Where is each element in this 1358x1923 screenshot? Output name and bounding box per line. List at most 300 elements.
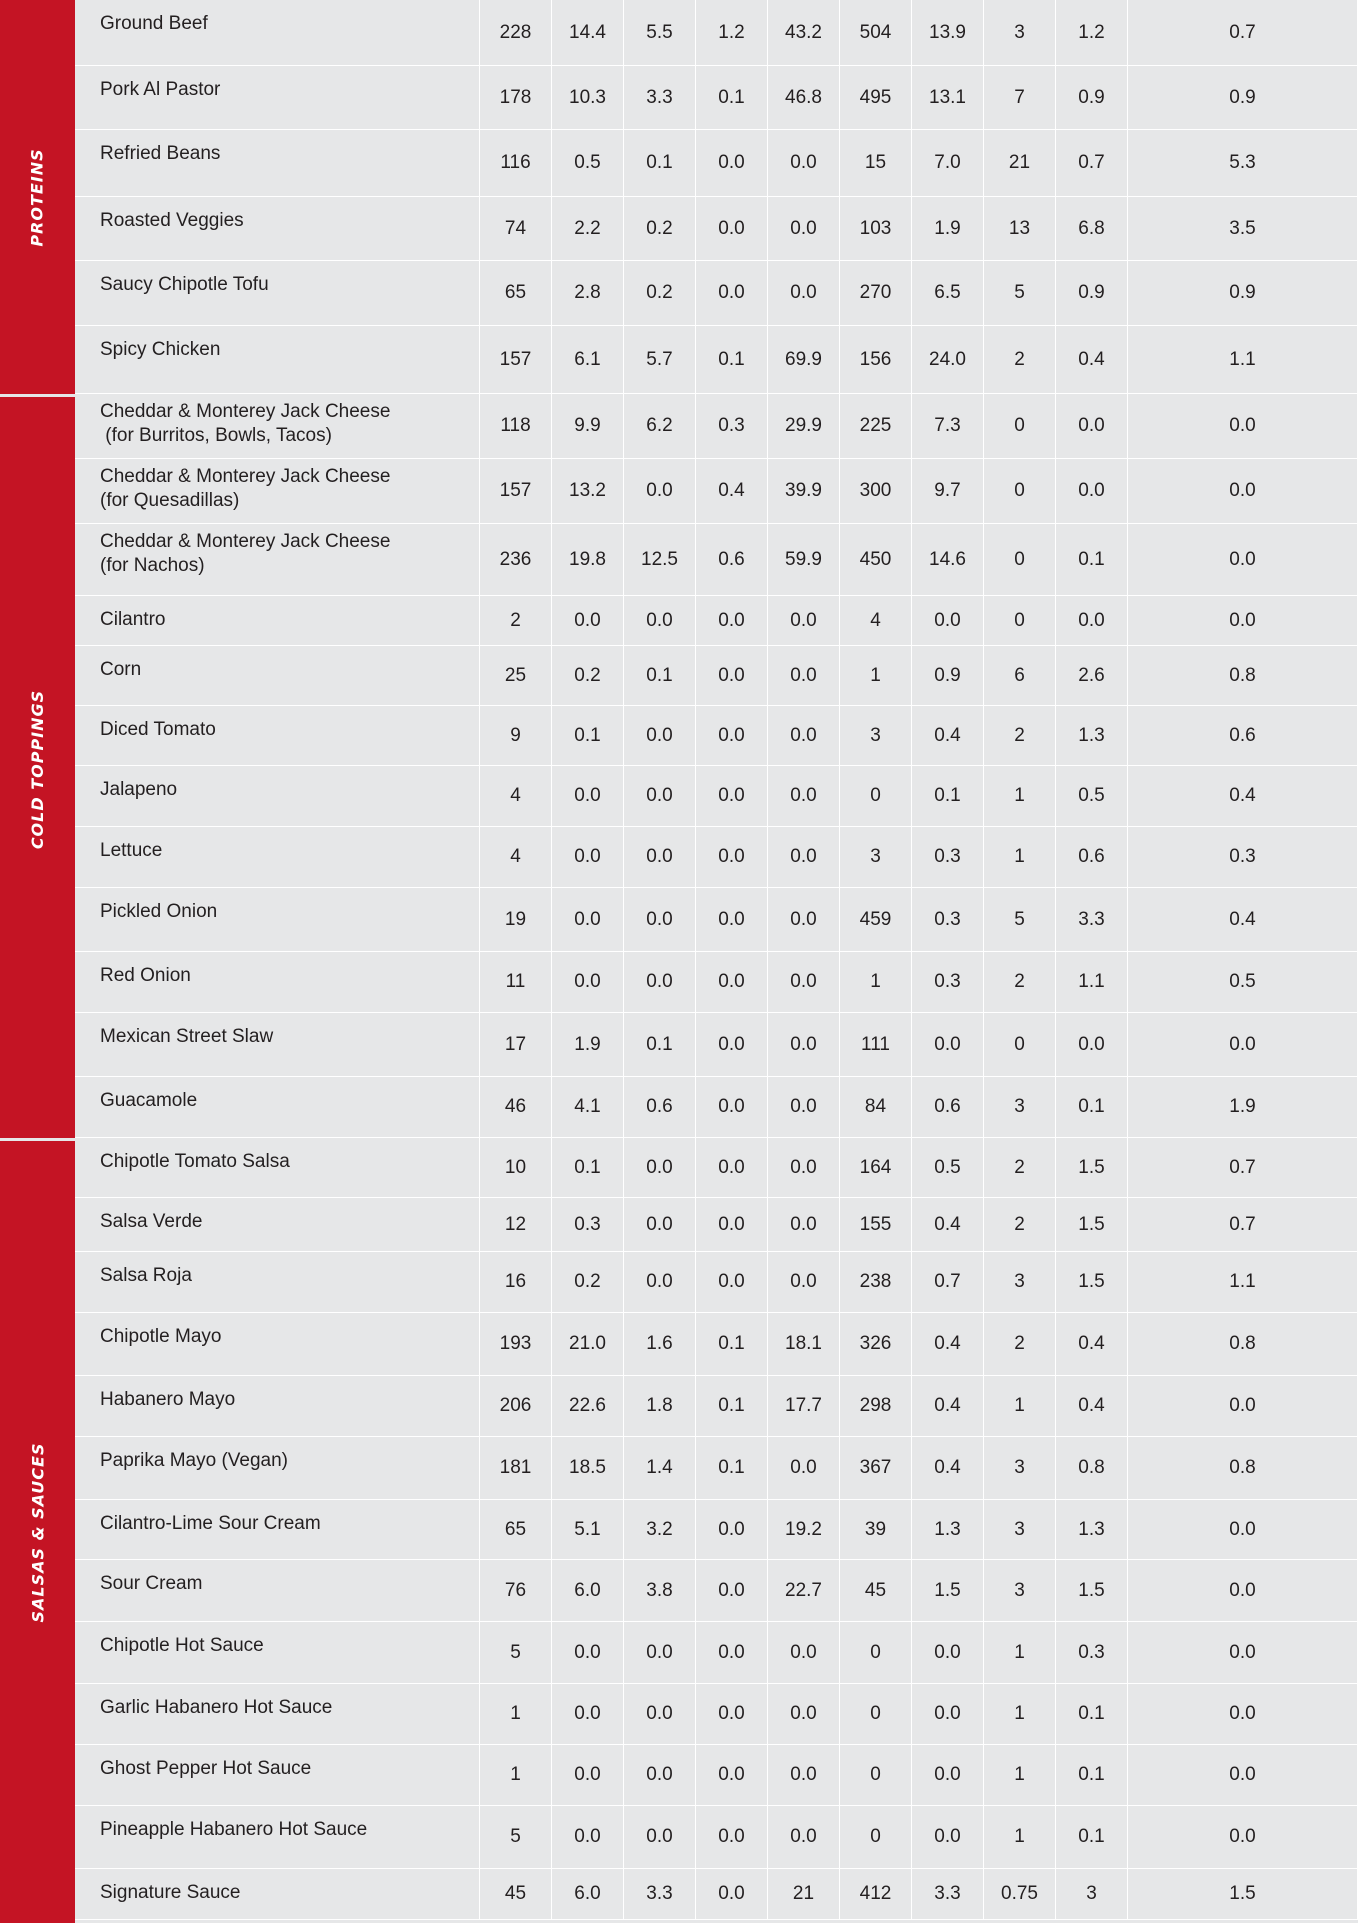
value-cell: 45 bbox=[480, 1869, 552, 1919]
item-name: Chipotle Hot Sauce bbox=[100, 1635, 264, 1656]
value-cell: 0.1 bbox=[552, 1138, 624, 1197]
value-cell: 1 bbox=[984, 1806, 1056, 1868]
table-row bbox=[75, 1013, 1358, 1077]
value-cell: 18.1 bbox=[768, 1313, 840, 1375]
value-cell: 0.3 bbox=[1128, 827, 1358, 887]
item-name: Paprika Mayo (Vegan) bbox=[100, 1450, 288, 1471]
item-name: Cilantro bbox=[100, 609, 166, 630]
value-cell: 0.3 bbox=[1056, 1622, 1128, 1683]
value-cell: 0.2 bbox=[552, 1252, 624, 1312]
value-cell: 0.4 bbox=[912, 1313, 984, 1375]
value-cell: 84 bbox=[840, 1077, 912, 1137]
item-name: Cheddar & Monterey Jack Cheese (for Quesadillas) bbox=[100, 466, 391, 511]
value-cell: 0.5 bbox=[1056, 766, 1128, 826]
value-cell: 3.8 bbox=[624, 1560, 696, 1621]
value-cell: 2 bbox=[984, 952, 1056, 1012]
value-cell: 0.4 bbox=[696, 459, 768, 523]
value-cell: 0.0 bbox=[696, 646, 768, 705]
table-row bbox=[75, 1313, 1358, 1376]
item-name-cell bbox=[75, 1622, 480, 1683]
value-cell: 76 bbox=[480, 1560, 552, 1621]
item-name-cell bbox=[75, 1077, 480, 1137]
value-cell: 3 bbox=[984, 1500, 1056, 1559]
value-cell: 0.1 bbox=[696, 1313, 768, 1375]
value-cell: 0.0 bbox=[768, 1806, 840, 1868]
value-cell: 0.4 bbox=[912, 1198, 984, 1251]
value-cell: 1.6 bbox=[624, 1313, 696, 1375]
value-cell: 39.9 bbox=[768, 459, 840, 523]
value-cell: 59.9 bbox=[768, 524, 840, 595]
value-cell: 0.0 bbox=[552, 1745, 624, 1805]
value-cell: 0.6 bbox=[1056, 827, 1128, 887]
category-band-salsas-sauces bbox=[0, 1138, 75, 1923]
value-cell: 17 bbox=[480, 1013, 552, 1076]
value-cell: 0.0 bbox=[624, 1684, 696, 1744]
value-cell: 111 bbox=[840, 1013, 912, 1076]
category-band-proteins bbox=[0, 0, 75, 394]
value-cell: 14.6 bbox=[912, 524, 984, 595]
value-cell: 0.0 bbox=[768, 1138, 840, 1197]
value-cell: 0.0 bbox=[1128, 1684, 1358, 1744]
value-cell: 3 bbox=[840, 827, 912, 887]
value-cell: 0.1 bbox=[912, 766, 984, 826]
value-cell: 43.2 bbox=[768, 0, 840, 65]
value-cell: 0.75 bbox=[984, 1869, 1056, 1919]
value-cell: 0.1 bbox=[696, 1376, 768, 1436]
value-cell: 0.6 bbox=[624, 1077, 696, 1137]
value-cell: 11 bbox=[480, 952, 552, 1012]
item-name: Signature Sauce bbox=[100, 1882, 241, 1903]
value-cell: 0.0 bbox=[768, 261, 840, 325]
item-name: Chipotle Mayo bbox=[100, 1326, 222, 1347]
item-name-cell bbox=[75, 888, 480, 951]
value-cell: 0.1 bbox=[696, 1437, 768, 1499]
item-name: Pickled Onion bbox=[100, 901, 218, 922]
item-name-cell bbox=[75, 1806, 480, 1868]
item-name-cell bbox=[75, 1684, 480, 1744]
item-name-cell bbox=[75, 1745, 480, 1805]
value-cell: 0.8 bbox=[1128, 1313, 1358, 1375]
value-cell: 0.9 bbox=[1128, 261, 1358, 325]
value-cell: 0.0 bbox=[624, 706, 696, 765]
value-cell: 0.0 bbox=[768, 596, 840, 645]
value-cell: 164 bbox=[840, 1138, 912, 1197]
table-row bbox=[75, 952, 1358, 1013]
value-cell: 0.1 bbox=[624, 130, 696, 196]
value-cell: 0.0 bbox=[624, 596, 696, 645]
value-cell: 21.0 bbox=[552, 1313, 624, 1375]
value-cell: 0.0 bbox=[1128, 1745, 1358, 1805]
value-cell: 1.1 bbox=[1056, 952, 1128, 1012]
value-cell: 0.5 bbox=[912, 1138, 984, 1197]
value-cell: 0 bbox=[984, 394, 1056, 458]
value-cell: 18.5 bbox=[552, 1437, 624, 1499]
value-cell: 0.0 bbox=[1128, 596, 1358, 645]
value-cell: 155 bbox=[840, 1198, 912, 1251]
value-cell: 19 bbox=[480, 888, 552, 951]
value-cell: 0.0 bbox=[1128, 394, 1358, 458]
item-name: Refried Beans bbox=[100, 143, 221, 164]
value-cell: 1.3 bbox=[1056, 706, 1128, 765]
value-cell: 0.1 bbox=[696, 326, 768, 393]
item-name-cell bbox=[75, 66, 480, 129]
value-cell: 0.0 bbox=[696, 766, 768, 826]
value-cell: 0.1 bbox=[1056, 1745, 1128, 1805]
value-cell: 0.0 bbox=[696, 130, 768, 196]
value-cell: 0.0 bbox=[624, 827, 696, 887]
value-cell: 0.0 bbox=[624, 459, 696, 523]
value-cell: 0.3 bbox=[912, 827, 984, 887]
value-cell: 74 bbox=[480, 197, 552, 260]
value-cell: 0.4 bbox=[1056, 1376, 1128, 1436]
value-cell: 1.9 bbox=[552, 1013, 624, 1076]
value-cell: 0.1 bbox=[624, 1013, 696, 1076]
value-cell: 0.0 bbox=[696, 596, 768, 645]
table-row bbox=[75, 1684, 1358, 1745]
table-row bbox=[75, 1806, 1358, 1869]
value-cell: 0.0 bbox=[696, 1252, 768, 1312]
value-cell: 0.2 bbox=[624, 197, 696, 260]
value-cell: 2 bbox=[984, 706, 1056, 765]
item-name: Salsa Verde bbox=[100, 1211, 203, 1232]
value-cell: 157 bbox=[480, 326, 552, 393]
value-cell: 0.0 bbox=[1056, 596, 1128, 645]
value-cell: 1 bbox=[840, 952, 912, 1012]
value-cell: 5 bbox=[984, 261, 1056, 325]
value-cell: 5 bbox=[480, 1806, 552, 1868]
value-cell: 5 bbox=[480, 1622, 552, 1683]
value-cell: 2 bbox=[984, 326, 1056, 393]
value-cell: 6.0 bbox=[552, 1869, 624, 1919]
value-cell: 0.7 bbox=[912, 1252, 984, 1312]
item-name-cell bbox=[75, 1560, 480, 1621]
value-cell: 6.8 bbox=[1056, 197, 1128, 260]
value-cell: 0.1 bbox=[552, 706, 624, 765]
value-cell: 15 bbox=[840, 130, 912, 196]
item-name: Cheddar & Monterey Jack Cheese (for Burritos, Bowls, Tacos) bbox=[100, 401, 391, 446]
value-cell: 1 bbox=[984, 766, 1056, 826]
value-cell: 0.0 bbox=[696, 827, 768, 887]
value-cell: 0.7 bbox=[1128, 1198, 1358, 1251]
value-cell: 0.1 bbox=[624, 646, 696, 705]
value-cell: 3 bbox=[984, 1437, 1056, 1499]
item-name-cell bbox=[75, 1869, 480, 1919]
value-cell: 0 bbox=[840, 1684, 912, 1744]
value-cell: 0 bbox=[840, 1806, 912, 1868]
value-cell: 206 bbox=[480, 1376, 552, 1436]
item-name: Corn bbox=[100, 659, 142, 680]
value-cell: 9.9 bbox=[552, 394, 624, 458]
value-cell: 0.0 bbox=[1128, 1560, 1358, 1621]
item-name: Pineapple Habanero Hot Sauce bbox=[100, 1819, 368, 1840]
value-cell: 3.3 bbox=[1056, 888, 1128, 951]
item-name-cell bbox=[75, 952, 480, 1012]
table-row bbox=[75, 459, 1358, 524]
table-row bbox=[75, 766, 1358, 827]
item-name: Lettuce bbox=[100, 840, 163, 861]
value-cell: 0.0 bbox=[624, 1198, 696, 1251]
value-cell: 0.0 bbox=[768, 1252, 840, 1312]
value-cell: 0.0 bbox=[912, 596, 984, 645]
value-cell: 4.1 bbox=[552, 1077, 624, 1137]
value-cell: 10 bbox=[480, 1138, 552, 1197]
value-cell: 1 bbox=[984, 1376, 1056, 1436]
value-cell: 3 bbox=[1056, 1869, 1128, 1919]
value-cell: 21 bbox=[768, 1869, 840, 1919]
value-cell: 0.0 bbox=[1128, 1376, 1358, 1436]
value-cell: 3 bbox=[984, 1077, 1056, 1137]
item-name: Cilantro-Lime Sour Cream bbox=[100, 1513, 321, 1534]
value-cell: 2 bbox=[984, 1198, 1056, 1251]
value-cell: 39 bbox=[840, 1500, 912, 1559]
item-name-cell bbox=[75, 1313, 480, 1375]
value-cell: 2.2 bbox=[552, 197, 624, 260]
value-cell: 22.7 bbox=[768, 1560, 840, 1621]
value-cell: 270 bbox=[840, 261, 912, 325]
value-cell: 0.0 bbox=[768, 646, 840, 705]
table-row bbox=[75, 1745, 1358, 1806]
value-cell: 0.0 bbox=[552, 827, 624, 887]
value-cell: 0.0 bbox=[1056, 394, 1128, 458]
value-cell: 0.0 bbox=[912, 1684, 984, 1744]
value-cell: 0.0 bbox=[696, 1806, 768, 1868]
item-name: Garlic Habanero Hot Sauce bbox=[100, 1697, 333, 1718]
item-name-cell bbox=[75, 0, 480, 65]
value-cell: 0.0 bbox=[624, 766, 696, 826]
value-cell: 13.9 bbox=[912, 0, 984, 65]
table-row bbox=[75, 66, 1358, 130]
value-cell: 0.8 bbox=[1128, 646, 1358, 705]
value-cell: 0.3 bbox=[696, 394, 768, 458]
value-cell: 0.9 bbox=[1056, 261, 1128, 325]
value-cell: 5.5 bbox=[624, 0, 696, 65]
item-name-cell bbox=[75, 1013, 480, 1076]
value-cell: 3 bbox=[984, 1560, 1056, 1621]
table-row bbox=[75, 1138, 1358, 1198]
value-cell: 1 bbox=[984, 1622, 1056, 1683]
value-cell: 0.1 bbox=[1056, 1684, 1128, 1744]
value-cell: 1 bbox=[480, 1684, 552, 1744]
value-cell: 0.0 bbox=[552, 1806, 624, 1868]
value-cell: 181 bbox=[480, 1437, 552, 1499]
table-row bbox=[75, 1622, 1358, 1684]
value-cell: 21 bbox=[984, 130, 1056, 196]
value-cell: 69.9 bbox=[768, 326, 840, 393]
value-cell: 0.5 bbox=[552, 130, 624, 196]
value-cell: 0.0 bbox=[768, 197, 840, 260]
item-name-cell bbox=[75, 326, 480, 393]
table-row bbox=[75, 1198, 1358, 1252]
value-cell: 0.0 bbox=[1128, 459, 1358, 523]
value-cell: 1.1 bbox=[1128, 326, 1358, 393]
table-row bbox=[75, 130, 1358, 197]
value-cell: 238 bbox=[840, 1252, 912, 1312]
value-cell: 1 bbox=[984, 1745, 1056, 1805]
value-cell: 46 bbox=[480, 1077, 552, 1137]
value-cell: 0.0 bbox=[696, 1684, 768, 1744]
value-cell: 2 bbox=[984, 1313, 1056, 1375]
value-cell: 300 bbox=[840, 459, 912, 523]
table-row bbox=[75, 706, 1358, 766]
value-cell: 1.5 bbox=[912, 1560, 984, 1621]
value-cell: 2 bbox=[480, 596, 552, 645]
value-cell: 5.3 bbox=[1128, 130, 1358, 196]
value-cell: 0.5 bbox=[1128, 952, 1358, 1012]
value-cell: 495 bbox=[840, 66, 912, 129]
table-row bbox=[75, 1077, 1358, 1138]
value-cell: 118 bbox=[480, 394, 552, 458]
value-cell: 1.4 bbox=[624, 1437, 696, 1499]
table-row bbox=[75, 394, 1358, 459]
value-cell: 0.0 bbox=[1056, 1013, 1128, 1076]
value-cell: 5 bbox=[984, 888, 1056, 951]
value-cell: 0 bbox=[840, 1745, 912, 1805]
value-cell: 0.3 bbox=[912, 888, 984, 951]
item-name-cell bbox=[75, 459, 480, 523]
table-row bbox=[75, 1252, 1358, 1313]
value-cell: 156 bbox=[840, 326, 912, 393]
value-cell: 1 bbox=[480, 1745, 552, 1805]
value-cell: 1.3 bbox=[1056, 1500, 1128, 1559]
value-cell: 1.1 bbox=[1128, 1252, 1358, 1312]
value-cell: 0.9 bbox=[912, 646, 984, 705]
value-cell: 2 bbox=[984, 1138, 1056, 1197]
value-cell: 0.0 bbox=[552, 1684, 624, 1744]
value-cell: 0.0 bbox=[1128, 524, 1358, 595]
value-cell: 65 bbox=[480, 261, 552, 325]
value-cell: 4 bbox=[480, 827, 552, 887]
item-name: Jalapeno bbox=[100, 779, 178, 800]
value-cell: 22.6 bbox=[552, 1376, 624, 1436]
item-name: Habanero Mayo bbox=[100, 1389, 236, 1410]
value-cell: 5.1 bbox=[552, 1500, 624, 1559]
value-cell: 24.0 bbox=[912, 326, 984, 393]
value-cell: 0.1 bbox=[1056, 1077, 1128, 1137]
value-cell: 0.3 bbox=[552, 1198, 624, 1251]
value-cell: 12 bbox=[480, 1198, 552, 1251]
value-cell: 0.0 bbox=[696, 197, 768, 260]
category-band-cold-toppings bbox=[0, 394, 75, 1141]
value-cell: 326 bbox=[840, 1313, 912, 1375]
value-cell: 0.0 bbox=[768, 952, 840, 1012]
item-name-cell bbox=[75, 261, 480, 325]
value-cell: 3.2 bbox=[624, 1500, 696, 1559]
value-cell: 0.0 bbox=[768, 888, 840, 951]
item-name-cell bbox=[75, 706, 480, 765]
value-cell: 14.4 bbox=[552, 0, 624, 65]
item-name-cell bbox=[75, 524, 480, 595]
value-cell: 0.6 bbox=[1128, 706, 1358, 765]
table-row bbox=[75, 1560, 1358, 1622]
value-cell: 3.3 bbox=[624, 66, 696, 129]
value-cell: 0.0 bbox=[552, 952, 624, 1012]
value-cell: 0.0 bbox=[768, 1198, 840, 1251]
value-cell: 367 bbox=[840, 1437, 912, 1499]
value-cell: 1.5 bbox=[1056, 1138, 1128, 1197]
value-cell: 157 bbox=[480, 459, 552, 523]
value-cell: 6.5 bbox=[912, 261, 984, 325]
category-label: PROTEINS bbox=[28, 147, 48, 247]
value-cell: 0.2 bbox=[624, 261, 696, 325]
value-cell: 0.4 bbox=[912, 706, 984, 765]
value-cell: 412 bbox=[840, 1869, 912, 1919]
value-cell: 0.0 bbox=[1128, 1806, 1358, 1868]
value-cell: 6.1 bbox=[552, 326, 624, 393]
item-name-cell bbox=[75, 130, 480, 196]
value-cell: 0.0 bbox=[768, 706, 840, 765]
value-cell: 0.0 bbox=[624, 952, 696, 1012]
table-row bbox=[75, 1437, 1358, 1500]
item-name-cell bbox=[75, 1198, 480, 1251]
table-row bbox=[75, 1500, 1358, 1560]
item-name: Saucy Chipotle Tofu bbox=[100, 274, 269, 295]
item-name: Spicy Chicken bbox=[100, 339, 221, 360]
value-cell: 0.2 bbox=[552, 646, 624, 705]
category-sidebar bbox=[0, 0, 75, 1920]
value-cell: 0.0 bbox=[768, 1622, 840, 1683]
value-cell: 0.0 bbox=[768, 1437, 840, 1499]
value-cell: 1.5 bbox=[1056, 1560, 1128, 1621]
value-cell: 9 bbox=[480, 706, 552, 765]
value-cell: 103 bbox=[840, 197, 912, 260]
value-cell: 0.6 bbox=[912, 1077, 984, 1137]
table-row bbox=[75, 0, 1358, 66]
item-name-cell bbox=[75, 1376, 480, 1436]
category-label: SALSAS & SAUCES bbox=[28, 1442, 47, 1622]
value-cell: 0 bbox=[984, 459, 1056, 523]
value-cell: 193 bbox=[480, 1313, 552, 1375]
value-cell: 228 bbox=[480, 0, 552, 65]
value-cell: 6.0 bbox=[552, 1560, 624, 1621]
value-cell: 0.1 bbox=[696, 66, 768, 129]
item-name-cell bbox=[75, 827, 480, 887]
value-cell: 0.0 bbox=[624, 1806, 696, 1868]
value-cell: 0.4 bbox=[1128, 888, 1358, 951]
value-cell: 3 bbox=[984, 1252, 1056, 1312]
value-cell: 0.0 bbox=[1128, 1013, 1358, 1076]
value-cell: 0.0 bbox=[696, 1138, 768, 1197]
table-row bbox=[75, 197, 1358, 261]
value-cell: 0.4 bbox=[912, 1376, 984, 1436]
table-row bbox=[75, 596, 1358, 646]
value-cell: 0.0 bbox=[696, 706, 768, 765]
nutrition-table bbox=[75, 0, 1358, 1920]
item-name-cell bbox=[75, 766, 480, 826]
value-cell: 0 bbox=[984, 524, 1056, 595]
value-cell: 0.0 bbox=[696, 952, 768, 1012]
value-cell: 0.8 bbox=[1056, 1437, 1128, 1499]
table-row bbox=[75, 1376, 1358, 1437]
item-name: Mexican Street Slaw bbox=[100, 1026, 274, 1047]
value-cell: 1.5 bbox=[1056, 1252, 1128, 1312]
value-cell: 1 bbox=[840, 646, 912, 705]
item-name: Ghost Pepper Hot Sauce bbox=[100, 1758, 312, 1779]
value-cell: 0.0 bbox=[696, 1500, 768, 1559]
value-cell: 0.0 bbox=[696, 1077, 768, 1137]
value-cell: 6 bbox=[984, 646, 1056, 705]
table-row bbox=[75, 1869, 1358, 1920]
value-cell: 0.0 bbox=[912, 1622, 984, 1683]
value-cell: 10.3 bbox=[552, 66, 624, 129]
item-name: Diced Tomato bbox=[100, 719, 216, 740]
value-cell: 1.2 bbox=[1056, 0, 1128, 65]
item-name-cell bbox=[75, 197, 480, 260]
value-cell: 13 bbox=[984, 197, 1056, 260]
value-cell: 3 bbox=[984, 0, 1056, 65]
item-name: Chipotle Tomato Salsa bbox=[100, 1151, 290, 1172]
value-cell: 0.0 bbox=[624, 1138, 696, 1197]
value-cell: 0.0 bbox=[768, 1684, 840, 1744]
